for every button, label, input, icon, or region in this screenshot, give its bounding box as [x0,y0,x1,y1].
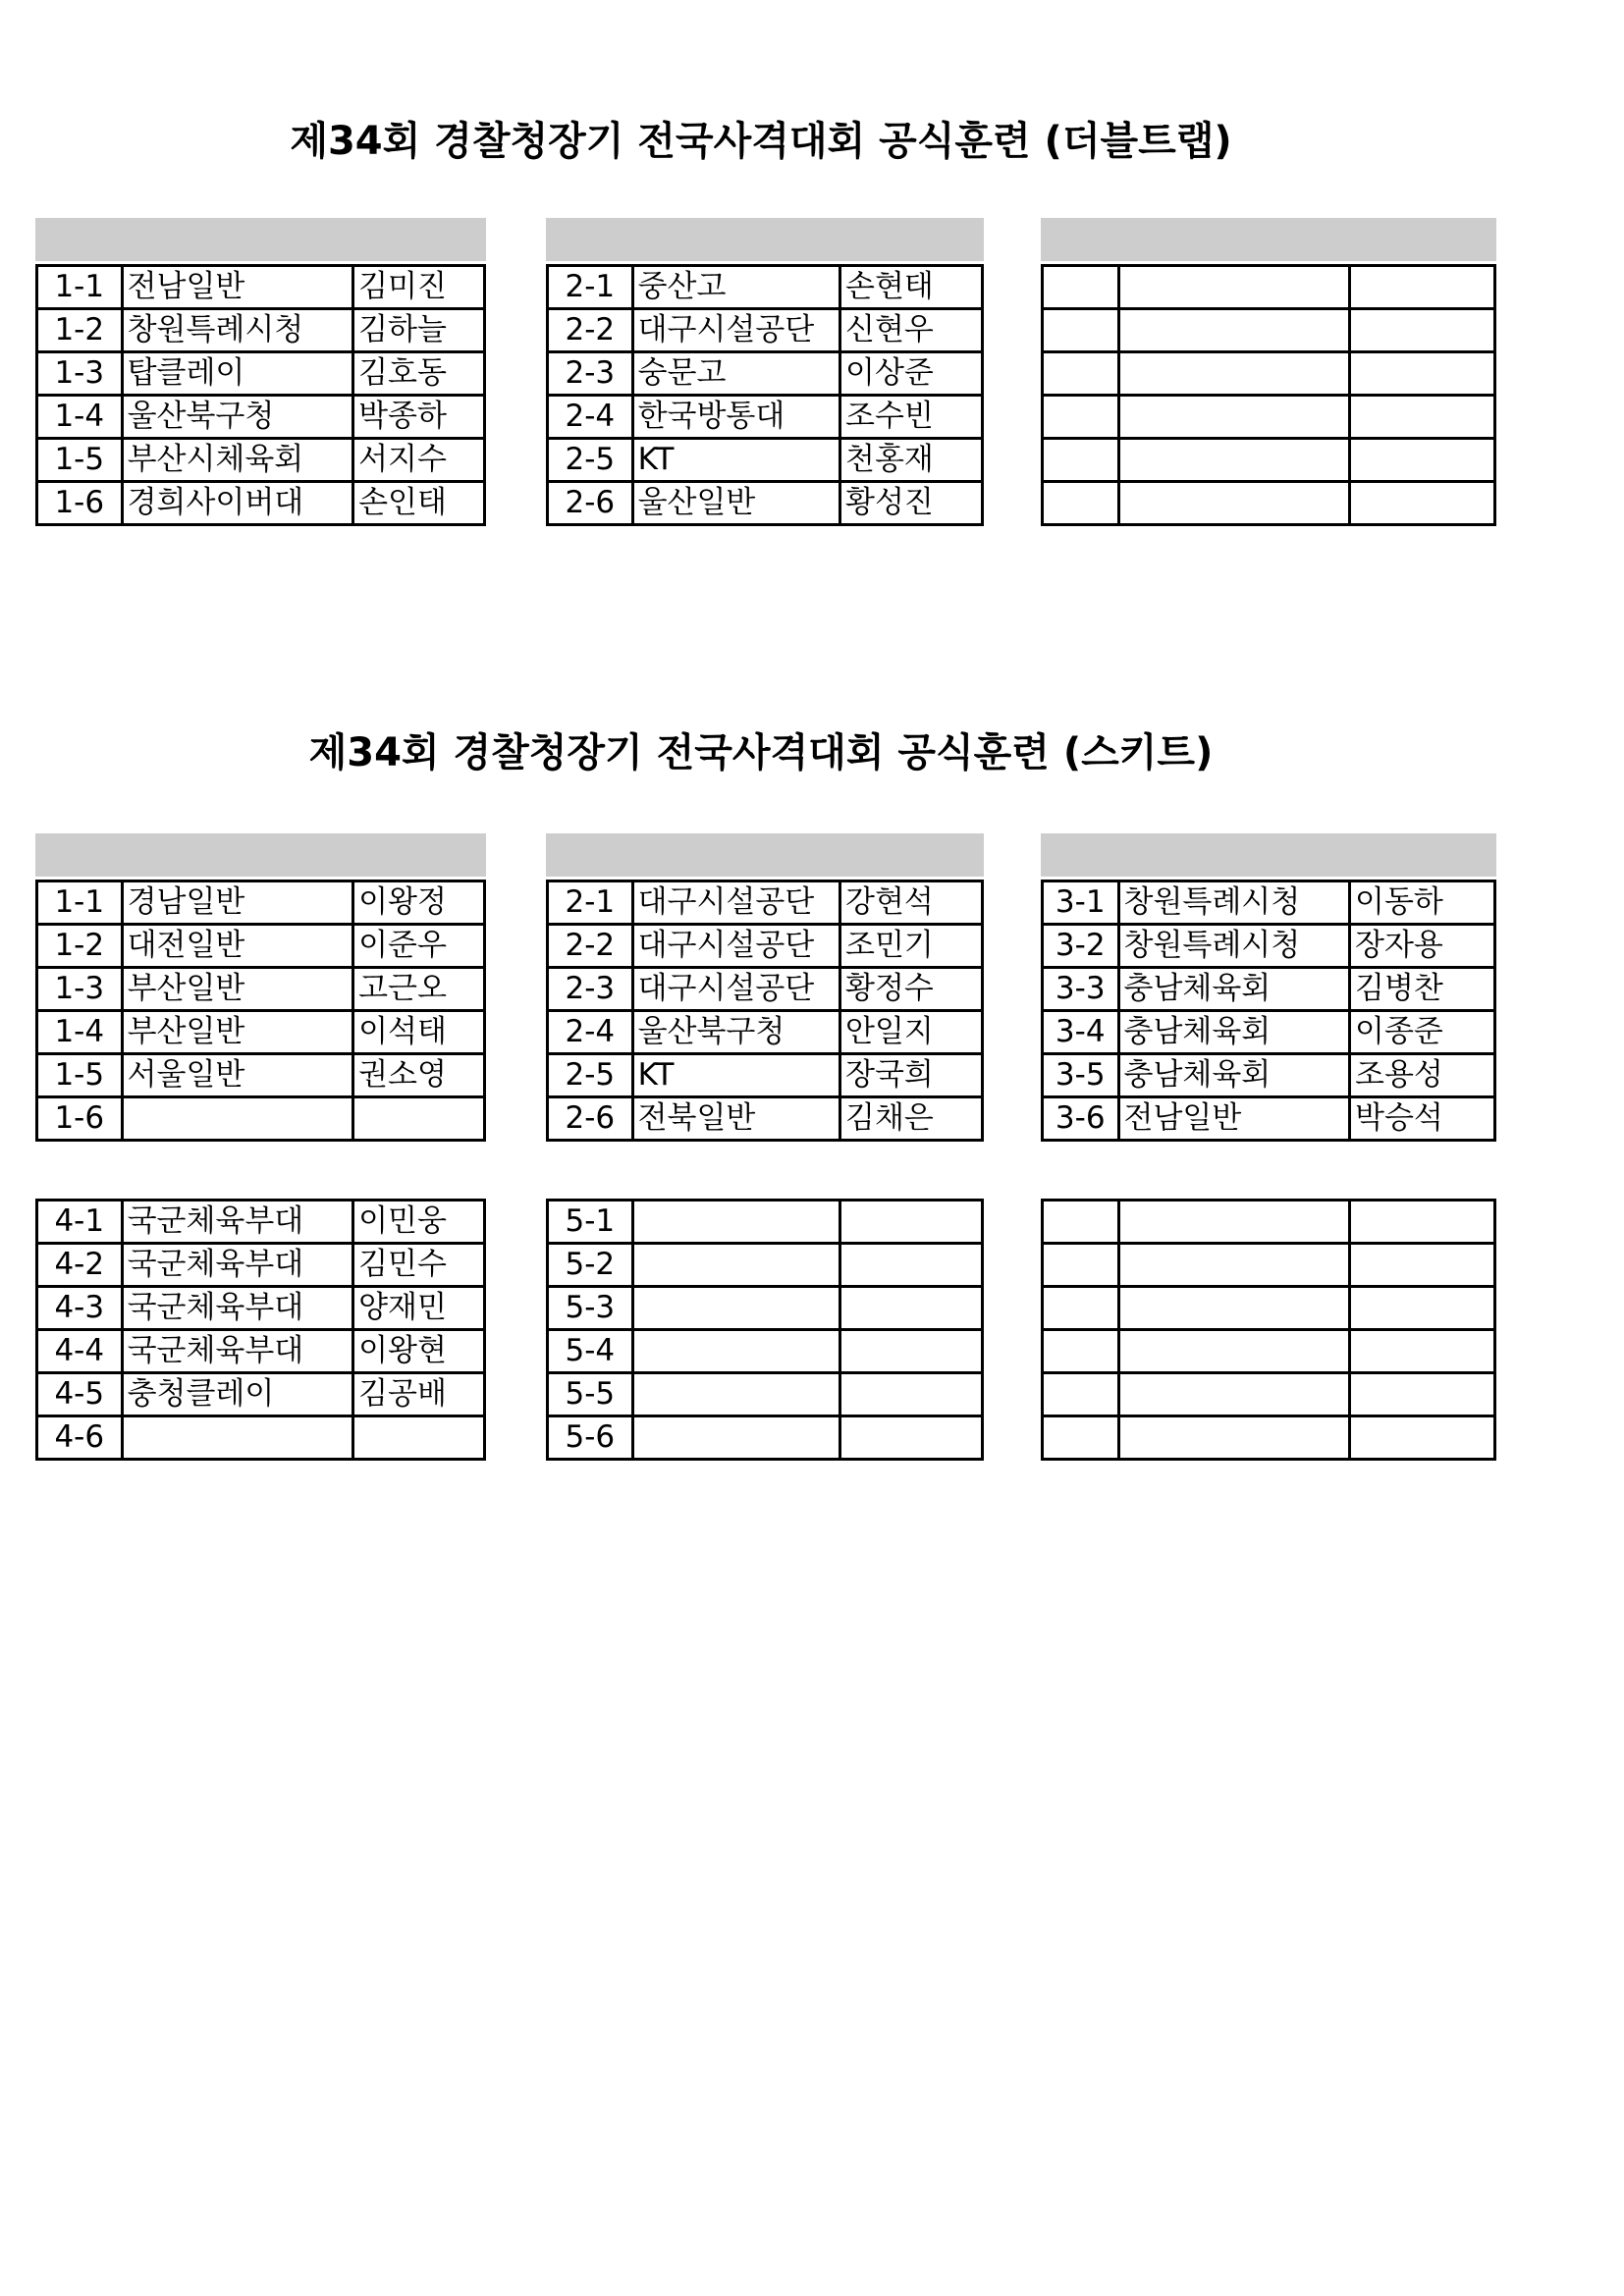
shooter-name: 고근오 [353,968,485,1011]
shooter-name: 권소영 [353,1054,485,1097]
squad-table [1041,1199,1496,1461]
team-name: 부산일반 [122,968,353,1011]
shooter-name [1350,1330,1495,1373]
table-row [548,1244,983,1287]
group-header-bar [1041,833,1496,877]
team-name: 충남체육회 [1118,968,1350,1011]
squad-number: 5-2 [548,1244,633,1287]
doubletrap-title: 제34회 경찰청장기 전국사격대회 공식훈련 (더블트랩) [290,119,1232,164]
team-name [122,1097,353,1141]
team-name: KT [632,1054,839,1097]
shooter-name: 조민기 [840,925,983,968]
team-name: 국군체육부대 [122,1330,353,1373]
team-name: 한국방통대 [632,396,839,439]
table-row [1043,1416,1495,1460]
team-name [1118,1201,1350,1244]
doubletrap-group-2 [546,218,984,526]
team-name [1118,266,1350,309]
shooter-name [1350,482,1495,525]
squad-number [1043,1287,1119,1330]
shooter-name: 서지수 [353,439,485,482]
squad-number: 5-5 [548,1373,633,1416]
squad-number: 1-3 [37,968,123,1011]
shooter-name: 천홍재 [840,439,983,482]
table-row [548,1287,983,1330]
team-name: 충남체육회 [1118,1011,1350,1054]
team-name [1118,396,1350,439]
shooter-name [1350,352,1495,396]
shooter-name: 조수빈 [840,396,983,439]
team-name: 충청클레이 [122,1373,353,1416]
squad-table [546,1199,984,1461]
team-name: 대구시설공단 [632,309,839,352]
team-name [1118,309,1350,352]
shooter-name: 이민웅 [353,1201,485,1244]
shooter-name: 박종하 [353,396,485,439]
squad-number [1043,1416,1119,1460]
squad-number: 1-3 [37,352,123,396]
team-name: 부산일반 [122,1011,353,1054]
team-name: 서울일반 [122,1054,353,1097]
squad-number: 2-4 [548,1011,633,1054]
team-name [632,1373,839,1416]
skeet-group-3 [1041,833,1496,1142]
table-row [548,439,983,482]
table-row [37,1373,485,1416]
team-name: 창원특례시청 [122,309,353,352]
table-row [548,482,983,525]
table-row [37,352,485,396]
table-row [1043,266,1495,309]
table-row [1043,1097,1495,1141]
table-row [1043,925,1495,968]
table-row [548,396,983,439]
table-row [548,1416,983,1460]
shooter-name: 이준우 [353,925,485,968]
shooter-name [1350,439,1495,482]
table-row [37,925,485,968]
table-row [37,1011,485,1054]
table-row [37,439,485,482]
team-name [1118,1373,1350,1416]
table-row [548,925,983,968]
squad-table [546,880,984,1142]
squad-table [35,264,486,526]
skeet-group-2 [546,833,984,1142]
skeet-title: 제34회 경찰청장기 전국사격대회 공식훈련 (스키트) [308,730,1214,775]
table-row [1043,1011,1495,1054]
squad-number: 3-5 [1043,1054,1119,1097]
team-name: 충남체육회 [1118,1054,1350,1097]
table-row [1043,482,1495,525]
group-header-bar [35,833,486,877]
table-row [548,881,983,925]
team-name: 전남일반 [122,266,353,309]
team-name: 탑클레이 [122,352,353,396]
team-name: 국군체육부대 [122,1244,353,1287]
team-name: 중산고 [632,266,839,309]
squad-number: 2-1 [548,266,633,309]
squad-number: 5-1 [548,1201,633,1244]
squad-number: 2-5 [548,439,633,482]
squad-number: 1-1 [37,881,123,925]
shooter-name: 신현우 [840,309,983,352]
shooter-name: 박승석 [1350,1097,1495,1141]
squad-number [1043,1373,1119,1416]
table-row [37,1416,485,1460]
table-row [548,1373,983,1416]
doubletrap-group-3 [1041,218,1496,526]
squad-number: 1-6 [37,482,123,525]
table-row [1043,1287,1495,1330]
squad-number: 5-6 [548,1416,633,1460]
squad-table [1041,880,1496,1142]
team-name: 대구시설공단 [632,968,839,1011]
table-row [548,352,983,396]
doubletrap-group-1 [35,218,486,526]
shooter-name [840,1287,983,1330]
table-row [1043,1054,1495,1097]
shooter-name: 이석태 [353,1011,485,1054]
team-name: 경남일반 [122,881,353,925]
shooter-name: 장자용 [1350,925,1495,968]
shooter-name: 황정수 [840,968,983,1011]
squad-number: 1-4 [37,396,123,439]
shooter-name [840,1330,983,1373]
team-name [632,1287,839,1330]
table-row [1043,1330,1495,1373]
squad-number [1043,352,1119,396]
shooter-name: 손현태 [840,266,983,309]
squad-number: 4-4 [37,1330,123,1373]
skeet-group-4 [35,1199,486,1461]
table-row [37,396,485,439]
shooter-name: 김채은 [840,1097,983,1141]
table-row [1043,1373,1495,1416]
shooter-name: 이동하 [1350,881,1495,925]
team-name: 대구시설공단 [632,925,839,968]
shooter-name: 김미진 [353,266,485,309]
table-row [1043,396,1495,439]
squad-number: 3-1 [1043,881,1119,925]
team-name: 전남일반 [1118,1097,1350,1141]
shooter-name [840,1373,983,1416]
squad-number: 4-2 [37,1244,123,1287]
table-row [37,309,485,352]
squad-number: 2-4 [548,396,633,439]
squad-number: 5-3 [548,1287,633,1330]
team-name: 국군체육부대 [122,1287,353,1330]
team-name [632,1330,839,1373]
table-row [548,309,983,352]
team-name: 전북일반 [632,1097,839,1141]
squad-number: 2-2 [548,925,633,968]
squad-number: 2-3 [548,968,633,1011]
squad-number [1043,396,1119,439]
shooter-name [840,1416,983,1460]
team-name [632,1416,839,1460]
team-name [122,1416,353,1460]
squad-number: 3-3 [1043,968,1119,1011]
team-name [1118,1287,1350,1330]
table-row [1043,352,1495,396]
squad-table [546,264,984,526]
squad-number: 2-5 [548,1054,633,1097]
squad-number [1043,1201,1119,1244]
team-name [1118,482,1350,525]
shooter-name: 이종준 [1350,1011,1495,1054]
shooter-name: 김민수 [353,1244,485,1287]
team-name [1118,1244,1350,1287]
squad-number: 2-2 [548,309,633,352]
squad-number: 1-4 [37,1011,123,1054]
table-row [548,1054,983,1097]
shooter-name: 조용성 [1350,1054,1495,1097]
squad-number: 2-6 [548,482,633,525]
squad-number [1043,482,1119,525]
squad-number: 1-5 [37,1054,123,1097]
table-row [1043,1244,1495,1287]
table-row [1043,968,1495,1011]
group-header-bar [1041,218,1496,261]
shooter-name [1350,1416,1495,1460]
team-name: 국군체육부대 [122,1201,353,1244]
shooter-name [1350,1244,1495,1287]
shooter-name: 이상준 [840,352,983,396]
squad-number [1043,1330,1119,1373]
shooter-name [353,1416,485,1460]
table-row [37,1097,485,1141]
group-header-bar [546,833,984,877]
squad-number: 1-1 [37,266,123,309]
shooter-name [1350,266,1495,309]
table-row [548,1097,983,1141]
table-row [37,1201,485,1244]
squad-number: 3-2 [1043,925,1119,968]
shooter-name: 이왕정 [353,881,485,925]
squad-number [1043,439,1119,482]
squad-number: 3-4 [1043,1011,1119,1054]
table-row [1043,309,1495,352]
shooter-name [1350,396,1495,439]
table-row [548,1330,983,1373]
table-row [37,266,485,309]
squad-number: 1-2 [37,925,123,968]
table-row [37,1244,485,1287]
team-name: 울산북구청 [122,396,353,439]
team-name [632,1201,839,1244]
table-row [548,1011,983,1054]
squad-number: 1-2 [37,309,123,352]
table-row [548,968,983,1011]
squad-table [1041,264,1496,526]
team-name: 창원특례시청 [1118,881,1350,925]
shooter-name [1350,1373,1495,1416]
squad-number [1043,266,1119,309]
squad-number: 1-6 [37,1097,123,1141]
shooter-name [840,1244,983,1287]
table-row [37,1287,485,1330]
squad-number: 4-3 [37,1287,123,1330]
squad-number: 1-5 [37,439,123,482]
shooter-name [1350,1201,1495,1244]
team-name: 경희사이버대 [122,482,353,525]
team-name [1118,352,1350,396]
squad-number: 4-6 [37,1416,123,1460]
squad-number: 4-5 [37,1373,123,1416]
shooter-name: 김하늘 [353,309,485,352]
shooter-name: 이왕현 [353,1330,485,1373]
table-row [37,881,485,925]
team-name: KT [632,439,839,482]
squad-number: 3-6 [1043,1097,1119,1141]
table-row [37,1330,485,1373]
shooter-name [840,1201,983,1244]
shooter-name [1350,1287,1495,1330]
team-name [1118,439,1350,482]
table-row [548,266,983,309]
skeet-group-1 [35,833,486,1142]
team-name: 창원특례시청 [1118,925,1350,968]
team-name: 대전일반 [122,925,353,968]
shooter-name: 안일지 [840,1011,983,1054]
table-row [37,482,485,525]
team-name: 울산북구청 [632,1011,839,1054]
squad-table [35,1199,486,1461]
squad-number: 2-3 [548,352,633,396]
table-row [1043,881,1495,925]
team-name [1118,1416,1350,1460]
table-row [37,1054,485,1097]
table-row [37,968,485,1011]
squad-number [1043,1244,1119,1287]
group-header-bar [35,218,486,261]
team-name [1118,1330,1350,1373]
team-name [632,1244,839,1287]
team-name: 울산일반 [632,482,839,525]
shooter-name: 김병찬 [1350,968,1495,1011]
shooter-name: 양재민 [353,1287,485,1330]
shooter-name [353,1097,485,1141]
team-name: 숭문고 [632,352,839,396]
table-row [1043,439,1495,482]
shooter-name: 김호동 [353,352,485,396]
team-name: 부산시체육회 [122,439,353,482]
squad-table [35,880,486,1142]
shooter-name [1350,309,1495,352]
shooter-name: 김공배 [353,1373,485,1416]
shooter-name: 장국희 [840,1054,983,1097]
squad-number: 4-1 [37,1201,123,1244]
squad-number: 2-1 [548,881,633,925]
shooter-name: 황성진 [840,482,983,525]
skeet-group-6 [1041,1199,1496,1461]
team-name: 대구시설공단 [632,881,839,925]
table-row [1043,1201,1495,1244]
skeet-group-5 [546,1199,984,1461]
group-header-bar [546,218,984,261]
table-row [548,1201,983,1244]
shooter-name: 강현석 [840,881,983,925]
shooter-name: 손인태 [353,482,485,525]
squad-number: 2-6 [548,1097,633,1141]
squad-number [1043,309,1119,352]
squad-number: 5-4 [548,1330,633,1373]
